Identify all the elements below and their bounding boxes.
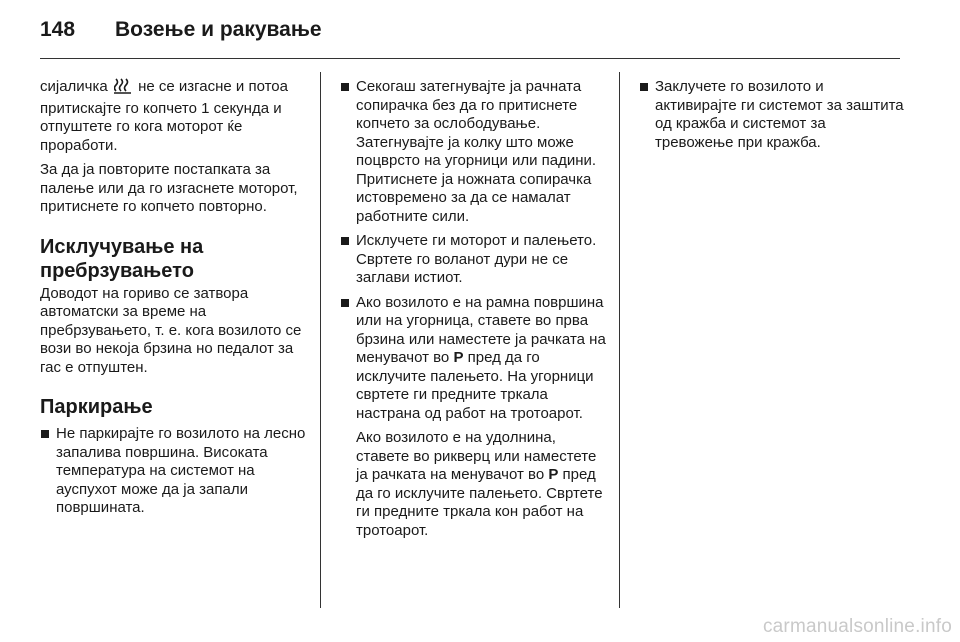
column-2 (340, 78, 610, 546)
bullet-level-uphill: Ако возилото е на рамна површина или на угорница, ставете во прва брзина или наместете ја рачката на менувачот во P пред да го исклучите палењето. На угорници свртете ги предните тркала настрана од работ на тротоарот. (340, 294, 610, 424)
watermark: carmanualsonline.info (762, 616, 952, 637)
column-divider-1 (320, 72, 321, 608)
bullet-lock-vehicle: Заклучете го возилото и активирајте ги системот за заштита од кражба и системот за тревожење при кражба. (639, 78, 904, 152)
column-divider-2 (619, 72, 620, 608)
page-header (40, 18, 322, 48)
column-1 (40, 78, 310, 524)
glow-plug-icon (114, 78, 132, 100)
bullet-switch-off: Исклучете ги моторот и палењето. Свртете го воланот дури не се заглави истиот. (340, 232, 610, 288)
heading-parking: Паркирање (40, 396, 153, 418)
paragraph-fuel-cutoff: Доводот на гориво се затвора автоматски за време на пребрзувањето, т. е. кога возилото се вози во некоја брзина но педалот за гас е отпуштен. (40, 284, 302, 376)
header-rule (40, 58, 900, 59)
bullet-flammable-surface: Не паркирајте го возилото на лесно запалива површина. Високата температура на системот на ауспухот може да ја запали површината. (40, 425, 310, 518)
bullet-parking-brake: Секогаш затегнувајте ја рачната сопирачка без да го притиснете копчето за ослободување. Затегнувајте ја колку што може поцврсто на угорници или падини. Притиснете ја ножната сопирачка истовремено за да се намалат работните сили. (340, 78, 610, 226)
gear-p-label: P (548, 466, 559, 483)
page-number: 148 (40, 18, 76, 41)
paragraph-glow-plug: сијаличка не се изгасне и потоа притискајте го копчето 1 секунда и отпуштете го кога моторот ќе проработи. (40, 78, 288, 154)
column-3 (639, 78, 904, 158)
paragraph-downhill: Ако возилото е на удолнина, ставете во рикверц или наместете ја рачката на менувачот во P пред да го исклучите палењето. Свртете ги предните тркала кон работ на тротоарот. (356, 429, 603, 539)
gear-p-label: P (453, 349, 464, 366)
paragraph-repeat: За да ја повторите постапката за палење или да го изгаснете моторот, притиснете го копчето повторно. (40, 161, 298, 215)
page-title: Возење и ракување (115, 18, 322, 41)
heading-overrun-cutoff: Исклучување на пребрзувањето (40, 235, 204, 282)
